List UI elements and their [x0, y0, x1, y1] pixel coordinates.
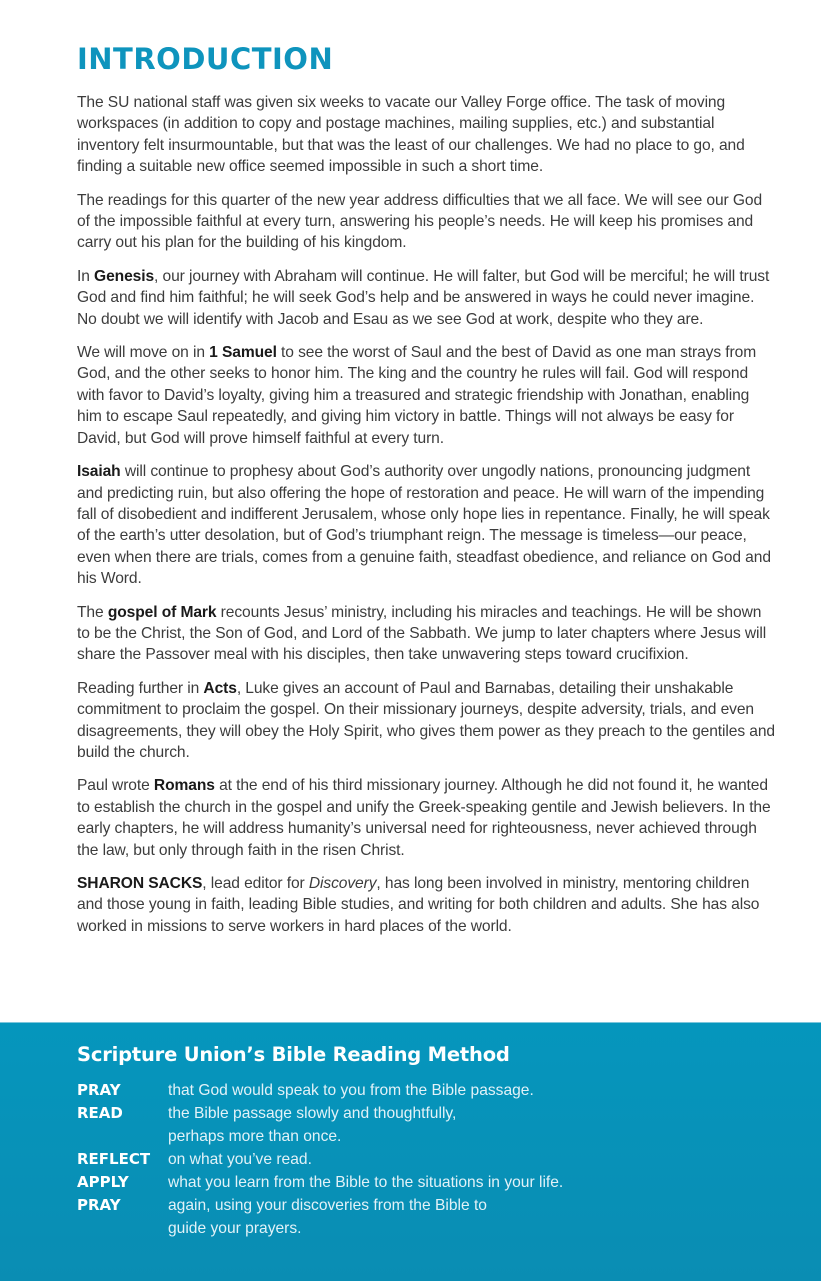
reading-method-panel — [0, 1022, 821, 1281]
intro-paragraph: The readings for this quarter of the new year address difficulties that we all face. We will see our God of the impossible faithful at every turn, answering his people’s needs. He will keep his promises and carry out his plan for the building of his kingdom. — [77, 191, 763, 252]
intro-paragraph: Isaiah will continue to prophesy about God’s authority over ungodly nations, pronouncing judgment and predicting ruin, but also offering the hope of restoration and peace. He will warn of the impending fall of disobedient and indifferent Jerusalem, whose only hope lies in repentance. Finally, he will speak of the earth’s utter desolation, but of God’s triumphant reign. The message is timeless—our peace, even when there are trials, comes from a genuine faith, steadfast obedience, and reliance on God and his Word. — [77, 463, 771, 588]
step-key: READ — [77, 1104, 123, 1122]
step-key — [77, 1125, 168, 1148]
step-key: PRAY — [77, 1081, 121, 1099]
step-text: guide your prayers. — [168, 1220, 302, 1237]
step-text: again, using your discoveries from the Bible to — [168, 1197, 487, 1214]
intro-paragraph: In Genesis, our journey with Abraham will continue. He will falter, but God will be merciful; he will trust God and find him faithful; he will seek God’s help and be answered in ways he could never imagine. No doubt we will identify with Jacob and Esau as we see God at work, despite who they are. — [77, 267, 770, 328]
intro-paragraph: We will move on in 1 Samuel to see the worst of Saul and the best of David as one man strays from God, and the other seeks to honor him. The king and the country he rules will fail. God will respond with favor to David’s loyalty, giving him a treasured and strategic friendship with Jonathan, enabling him to escape Saul repeatedly, and giving him victory in battle. Things will not always be easy for David, but God will prove himself faithful at every turn. — [77, 344, 757, 447]
method-step — [77, 1079, 563, 1102]
intro-paragraph: The gospel of Mark recounts Jesus’ ministry, including his miracles and teachings. He will be shown to be the Christ, the Son of God, and Lord of the Sabbath. We jump to later chapters where Jesus will share the Passover meal with his disciples, then take unwavering steps toward crucifixion. — [77, 603, 767, 664]
step-text: that God would speak to you from the Bible passage. — [168, 1082, 534, 1099]
method-title: Scripture Union’s Bible Reading Method — [77, 1043, 510, 1066]
page-title: INTRODUCTION — [77, 42, 334, 76]
introduction-section — [77, 40, 777, 937]
book-name: gospel of Mark — [107, 603, 217, 621]
method-step — [77, 1194, 563, 1217]
step-key — [77, 1217, 168, 1240]
method-step — [77, 1217, 563, 1240]
method-step — [77, 1102, 563, 1125]
intro-paragraph: Paul wrote Romans at the end of his third missionary journey. Although he did not found it, he wanted to establish the church in the gospel and unify the Greek-speaking gentile and Jewish believers. In the early chapters, he will address humanity’s universal need for righteousness, never achieved through the law, but only through faith in the risen Christ. — [77, 777, 771, 859]
step-text: the Bible passage slowly and thoughtfully, — [168, 1105, 457, 1122]
publication-title: Discovery — [308, 875, 377, 892]
book-name: Romans — [153, 777, 215, 795]
book-name: Isaiah — [77, 463, 121, 481]
intro-paragraph: Reading further in Acts, Luke gives an account of Paul and Barnabas, detailing their unshakable commitment to proclaim the gospel. On their missionary journeys, despite adversity, trials, and even disagreements, they will obey the Holy Spirit, who gives them power as they preach to the gentiles and build the church. — [77, 679, 775, 761]
intro-body — [77, 92, 777, 861]
method-step — [77, 1171, 563, 1194]
step-key: APPLY — [77, 1173, 129, 1191]
author-name: SHARON SACKS — [77, 875, 203, 892]
step-key: REFLECT — [77, 1150, 151, 1168]
intro-paragraph: The SU national staff was given six weeks to vacate our Valley Forge office. The task of moving workspaces (in addition to copy and postage machines, mailing supplies, etc.) and substantial inventory felt insurmountable, but that was the least of our challenges. We had no place to go, and finding a suitable new office seemed impossible in such a short time. — [77, 94, 745, 176]
author-bio: SHARON SACKS, lead editor for Discovery, has long been involved in ministry, mentoring children and those young in faith, leading Bible studies, and writing for both children and adults. She has also worked in missions to serve workers in hard places of the world. — [77, 875, 760, 935]
book-name: Acts — [203, 679, 237, 697]
method-step — [77, 1125, 563, 1148]
step-text: on what you’ve read. — [168, 1151, 312, 1168]
method-step — [77, 1148, 563, 1171]
step-key: PRAY — [77, 1196, 121, 1214]
book-name: Genesis — [94, 267, 155, 285]
step-text: perhaps more than once. — [168, 1128, 342, 1145]
book-name: 1 Samuel — [209, 344, 277, 362]
method-steps — [77, 1079, 563, 1240]
step-text: what you learn from the Bible to the situations in your life. — [168, 1174, 564, 1191]
